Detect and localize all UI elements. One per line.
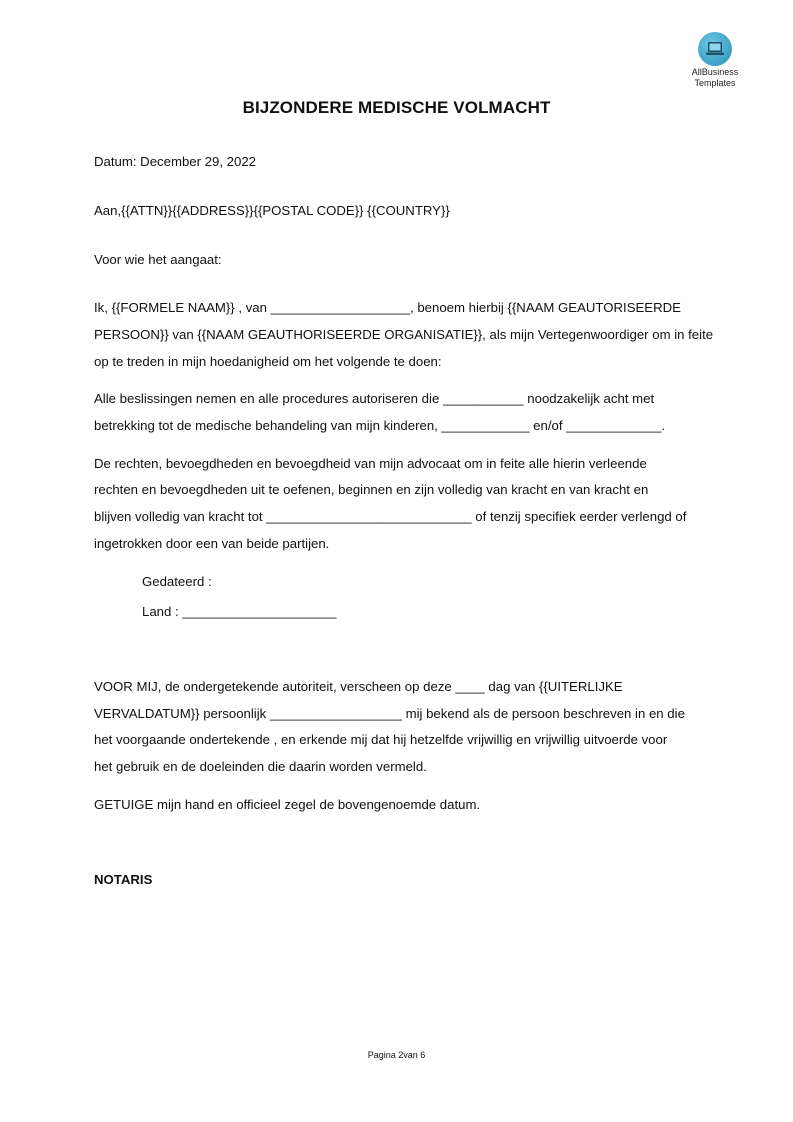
salutation: Voor wie het aangaat: <box>94 252 222 267</box>
dated-label: Gedateerd : <box>142 574 212 589</box>
paragraph-line: betrekking tot de medische behandeling van mijn kinderen, ____________ en/of _____________. <box>94 418 666 433</box>
paragraph-line: ingetrokken door een van beide partijen. <box>94 536 330 551</box>
address-line: Aan,{{ATTN}}{{ADDRESS}}{{POSTAL CODE}} {{COUNTRY}} <box>94 203 450 218</box>
document-title: BIJZONDERE MEDISCHE VOLMACHT <box>242 98 551 117</box>
paragraph-line: het voorgaande ondertekende , en erkende mij dat hij hetzelfde vrijwillig en vrijwillig uitvoerde voor <box>94 732 668 747</box>
paragraph-line: VOOR MIJ, de ondergetekende autoriteit, verscheen op deze ____ dag van {{UITERLIJKE <box>94 679 623 694</box>
paragraph-line: VERVALDATUM}} persoonlijk __________________ mij bekend als de persoon beschreven in en die <box>94 706 685 721</box>
date-line: Datum: December 29, 2022 <box>94 154 256 169</box>
brand-logo <box>688 32 742 88</box>
witness-line: GETUIGE mijn hand en officieel zegel de bovengenoemde datum. <box>94 797 481 812</box>
paragraph-line: het gebruik en de doeleinden die daarin worden vermeld. <box>94 759 427 774</box>
laptop-icon <box>698 32 732 66</box>
paragraph-line: PERSOON}} van {{NAAM GEAUTHORISEERDE ORGANISATIE}}, als mijn Vertegenwoordiger om in feite <box>94 327 714 342</box>
logo-text-line1: AllBusiness <box>691 67 739 77</box>
notary-heading: NOTARIS <box>94 872 153 887</box>
paragraph-line: blijven volledig van kracht tot ____________________________ of tenzij specifiek eerder verlengd of <box>94 509 687 524</box>
country-line: Land : _____________________ <box>142 604 337 619</box>
paragraph-line: op te treden in mijn hoedanigheid om het volgende te doen: <box>94 354 442 369</box>
paragraph-line: Ik, {{FORMELE NAAM}} , van ___________________, benoem hierbij {{NAAM GEAUTORISEERDE <box>94 300 681 315</box>
paragraph-line: rechten en bevoegdheden uit te oefenen, beginnen en zijn volledig van kracht en van kracht en <box>94 482 649 497</box>
paragraph-line: De rechten, bevoegdheden en bevoegdheid van mijn advocaat om in feite alle hierin verleende <box>94 456 647 471</box>
logo-text-line2: Templates <box>694 78 736 88</box>
paragraph-line: Alle beslissingen nemen en alle procedures autoriseren die ___________ noodzakelijk acht met <box>94 391 655 406</box>
page-footer: Pagina 2van 6 <box>367 1050 426 1060</box>
